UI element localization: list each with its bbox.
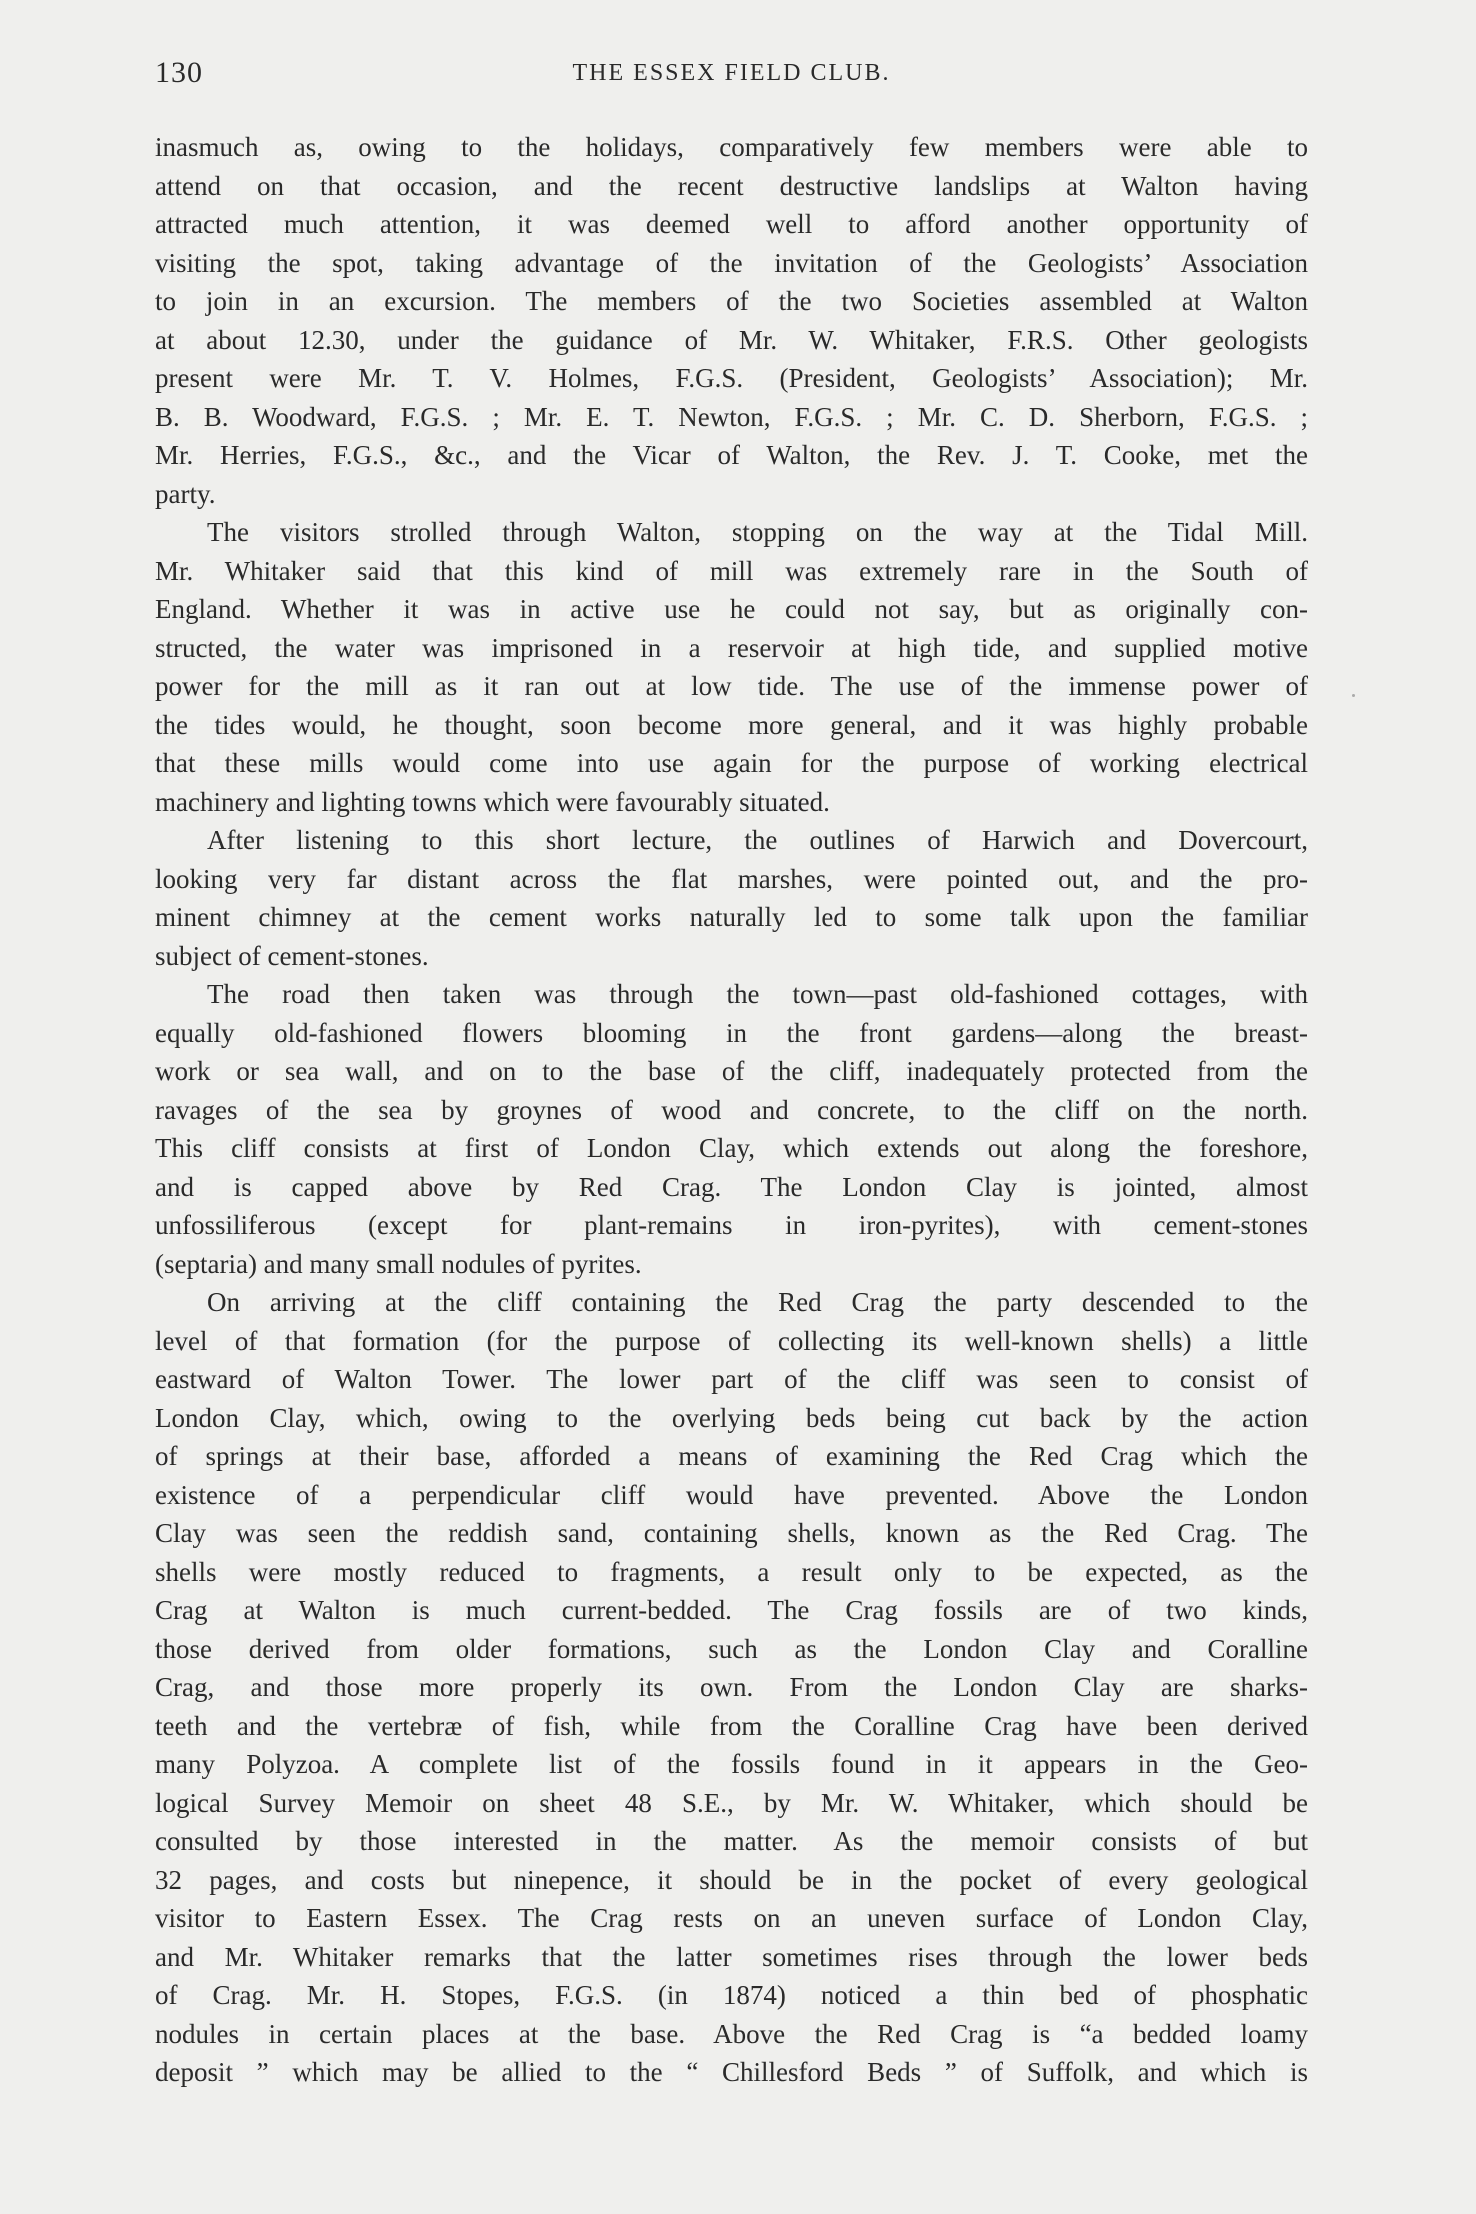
text-line: deposit ” which may be allied to the “ Chillesford Beds ” of Suffolk, and which is xyxy=(155,2057,1308,2087)
text-line: work or sea wall, and on to the base of the cliff, inadequately protected from the xyxy=(155,1056,1308,1086)
text-line: those derived from older formations, such as the London Clay and Coralline xyxy=(155,1633,1308,1664)
text-line: London Clay, which, owing to the overlying beds being cut back by the action xyxy=(155,1402,1308,1433)
body-text xyxy=(155,128,1308,2092)
text-line: visitor to Eastern Essex. The Crag rests on an uneven surface of London Clay, xyxy=(155,1903,1308,1933)
text-line: the tides would, he thought, soon become more general, and it was highly probable xyxy=(155,709,1308,740)
text-line: at about 12.30, under the guidance of Mr. W. Whitaker, F.R.S. Other geologists xyxy=(155,324,1308,355)
text-line: attend on that occasion, and the recent destructive landslips at Walton having xyxy=(155,170,1308,201)
paper-speck xyxy=(1352,694,1355,697)
text-line: On arriving at the cliff containing the Red Crag the party descended to the xyxy=(207,1287,1308,1317)
text-line: existence of a perpendicular cliff would have prevented. Above the London xyxy=(155,1479,1308,1510)
text-line: visiting the spot, taking advantage of the invitation of the Geologists’ Association xyxy=(155,247,1308,278)
text-line: and is capped above by Red Crag. The London Clay is jointed, almost xyxy=(155,1171,1308,1202)
text-line: inasmuch as, owing to the holidays, comparatively few members were able to xyxy=(155,132,1308,162)
text-line: minent chimney at the cement works naturally led to some talk upon the familiar xyxy=(155,902,1308,932)
text-line: equally old-fashioned flowers blooming in the front gardens—along the breast- xyxy=(155,1017,1308,1048)
text-line: logical Survey Memoir on sheet 48 S.E., by Mr. W. Whitaker, which should be xyxy=(155,1787,1308,1818)
text-line: machinery and lighting towns which were favourably situated. xyxy=(155,786,830,817)
text-line: nodules in certain places at the base. Above the Red Crag is “a bedded loamy xyxy=(155,2018,1308,2049)
text-line: to join in an excursion. The members of the two Societies assembled at Walton xyxy=(155,286,1308,316)
text-line: unfossiliferous (except for plant-remains in iron-pyrites), with cement-stones xyxy=(155,1210,1308,1240)
text-line: that these mills would come into use again for the purpose of working electrical xyxy=(155,748,1308,778)
text-line: subject of cement-stones. xyxy=(155,940,429,971)
text-line: of Crag. Mr. H. Stopes, F.G.S. (in 1874) noticed a thin bed of phosphatic xyxy=(155,1980,1308,2010)
text-line: The road then taken was through the town—past old-fashioned cottages, with xyxy=(207,979,1308,1009)
text-line: (septaria) and many small nodules of pyrites. xyxy=(155,1248,642,1279)
text-line: shells were mostly reduced to fragments, a result only to be expected, as the xyxy=(155,1556,1308,1587)
running-title: THE ESSEX FIELD CLUB. xyxy=(572,60,891,86)
text-line: Mr. Herries, F.G.S., &c., and the Vicar of Walton, the Rev. J. T. Cooke, met the xyxy=(155,440,1308,470)
text-line: Crag, and those more properly its own. From the London Clay are sharks- xyxy=(155,1672,1308,1702)
text-line: and Mr. Whitaker remarks that the latter sometimes rises through the lower beds xyxy=(155,1941,1308,1972)
text-line: present were Mr. T. V. Holmes, F.G.S. (President, Geologists’ Association); Mr. xyxy=(155,363,1308,393)
text-line: Mr. Whitaker said that this kind of mill was extremely rare in the South of xyxy=(155,555,1308,586)
text-line: 32 pages, and costs but ninepence, it should be in the pocket of every geological xyxy=(155,1864,1308,1895)
text-line: teeth and the vertebræ of fish, while from the Coralline Crag have been derived xyxy=(155,1710,1308,1741)
text-line: party. xyxy=(155,478,216,509)
text-line: B. B. Woodward, F.G.S. ; Mr. E. T. Newton, F.G.S. ; Mr. C. D. Sherborn, F.G.S. ; xyxy=(155,401,1308,432)
text-line: attracted much attention, it was deemed well to afford another opportunity of xyxy=(155,209,1308,239)
text-line: many Polyzoa. A complete list of the fossils found in it appears in the Geo- xyxy=(155,1749,1308,1779)
page-number: 130 xyxy=(155,56,203,89)
text-line: power for the mill as it ran out at low tide. The use of the immense power of xyxy=(155,671,1308,701)
text-line: structed, the water was imprisoned in a reservoir at high tide, and supplied motive xyxy=(155,632,1308,663)
text-line: After listening to this short lecture, the outlines of Harwich and Dovercourt, xyxy=(207,825,1308,855)
page-header xyxy=(155,56,1308,96)
text-line: looking very far distant across the flat marshes, were pointed out, and the pro- xyxy=(155,863,1308,894)
text-line: eastward of Walton Tower. The lower part of the cliff was seen to consist of xyxy=(155,1364,1308,1394)
text-line: Crag at Walton is much current-bedded. The Crag fossils are of two kinds, xyxy=(155,1595,1308,1625)
text-line: consulted by those interested in the matter. As the memoir consists of but xyxy=(155,1826,1308,1856)
text-line: ravages of the sea by groynes of wood and concrete, to the cliff on the north. xyxy=(155,1094,1308,1125)
text-line: Clay was seen the reddish sand, containing shells, known as the Red Crag. The xyxy=(155,1518,1308,1548)
text-line: England. Whether it was in active use he could not say, but as originally con- xyxy=(155,594,1308,624)
text-line: This cliff consists at first of London Clay, which extends out along the foreshore, xyxy=(155,1133,1308,1163)
text-line: of springs at their base, afforded a means of examining the Red Crag which the xyxy=(155,1441,1308,1471)
text-line: level of that formation (for the purpose of collecting its well-known shells) a little xyxy=(155,1325,1308,1356)
text-line: The visitors strolled through Walton, stopping on the way at the Tidal Mill. xyxy=(207,517,1308,547)
